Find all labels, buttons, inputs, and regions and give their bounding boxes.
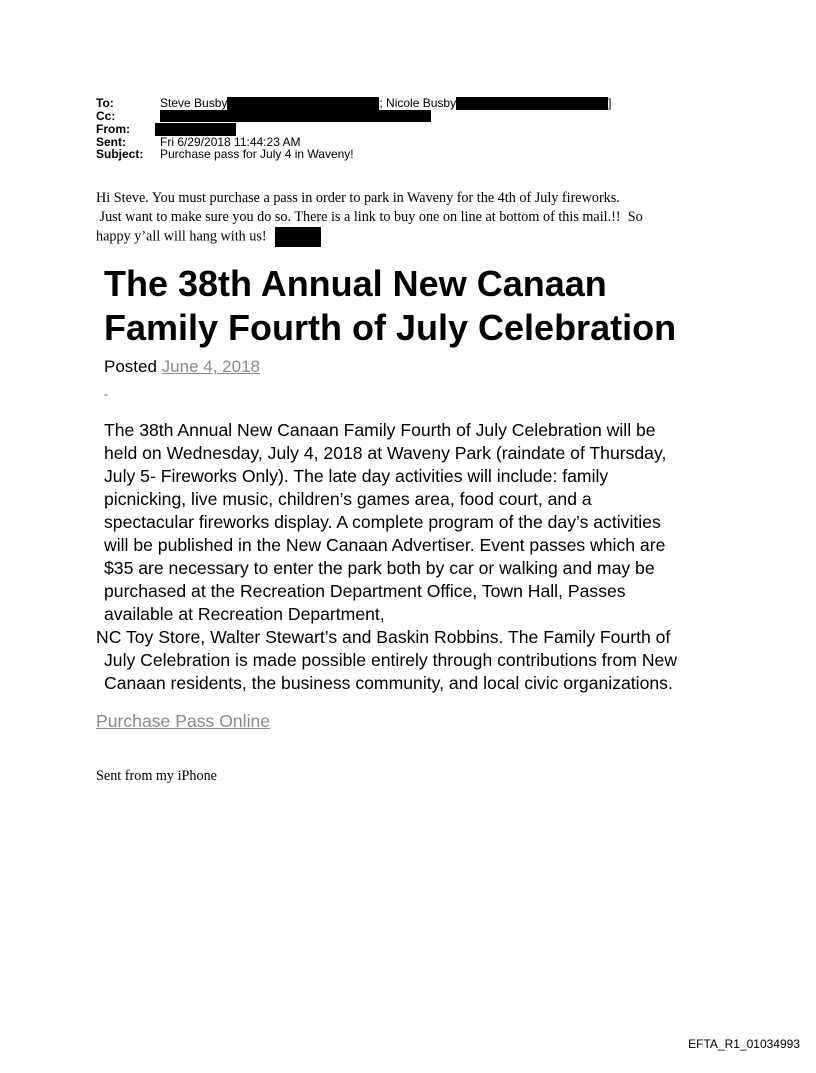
body-line: will be published in the New Canaan Advertiser. Event passes which are: [104, 535, 666, 555]
from-label: From:: [96, 121, 130, 136]
email-note: [96, 189, 726, 247]
cc-label: Cc:: [96, 109, 116, 123]
subject-label: Subject:: [96, 147, 144, 161]
to-name: Steve Busby: [160, 96, 228, 111]
to-end: ]: [608, 96, 612, 111]
from-row: [96, 123, 611, 136]
article-body: [96, 419, 716, 695]
posted-line: [104, 357, 260, 377]
body-line: spectacular fireworks display. A complete program of the day’s activities: [104, 512, 661, 532]
body-line: Canaan residents, the business community, and local civic organizations.: [104, 673, 673, 693]
article-title: [104, 262, 744, 350]
sent-value: Fri 6/29/2018 11:44:23 AM: [160, 134, 301, 149]
body-line: available at Recreation Department,: [104, 604, 385, 624]
to-row: [96, 97, 611, 110]
body-line: purchased at the Recreation Department Office, Town Hall, Passes: [104, 581, 626, 601]
posted-date-link[interactable]: June 4, 2018: [161, 357, 260, 376]
separator-dash: -: [104, 387, 108, 401]
body-line: picnicking, live music, children’s games area, food court, and a: [104, 489, 592, 509]
title-line: The 38th Annual New Canaan: [104, 263, 607, 304]
sent-label: Sent:: [96, 134, 126, 149]
redaction-block: [456, 97, 608, 110]
redaction-block: [160, 110, 431, 122]
subject-row: [96, 148, 611, 161]
redaction-block: [227, 97, 379, 110]
posted-label: Posted: [104, 357, 157, 376]
body-line: held on Wednesday, July 4, 2018 at Waveny Park (raindate of Thursday,: [104, 443, 667, 463]
email-header: [96, 97, 611, 161]
body-line: NC Toy Store, Walter Stewart’s and Baskin Robbins. The Family Fourth of: [96, 627, 671, 647]
note-line: Hi Steve. You must purchase a pass in order to park in Waveny for the 4th of July fireworks.: [96, 190, 620, 206]
note-line: happy y’all will hang with us!: [96, 228, 267, 245]
body-line: July 5- Fireworks Only). The late day activities will include: family: [104, 466, 609, 486]
to-label: To:: [96, 96, 114, 110]
body-line: July Celebration is made possible entirely through contributions from New: [104, 650, 678, 670]
redaction-block: [275, 227, 321, 247]
note-line: Just want to make sure you do so. There is a link to buy one on line at bottom of this mail.!! So: [96, 209, 643, 225]
cc-row: [96, 110, 611, 123]
body-line: The 38th Annual New Canaan Family Fourth of July Celebration will be: [104, 420, 656, 440]
to-separator: ; Nicole Busby: [379, 96, 457, 111]
subject-value: Purchase pass for July 4 in Waveny!: [160, 147, 354, 161]
purchase-pass-link[interactable]: Purchase Pass Online: [96, 711, 271, 731]
title-line: Family Fourth of July Celebration: [104, 307, 677, 348]
email-signature: Sent from my iPhone: [96, 768, 217, 784]
document-id: EFTA_R1_01034993: [688, 1037, 800, 1051]
redaction-block: [155, 123, 236, 136]
body-line: $35 are necessary to enter the park both by car or walking and may be: [104, 558, 655, 578]
